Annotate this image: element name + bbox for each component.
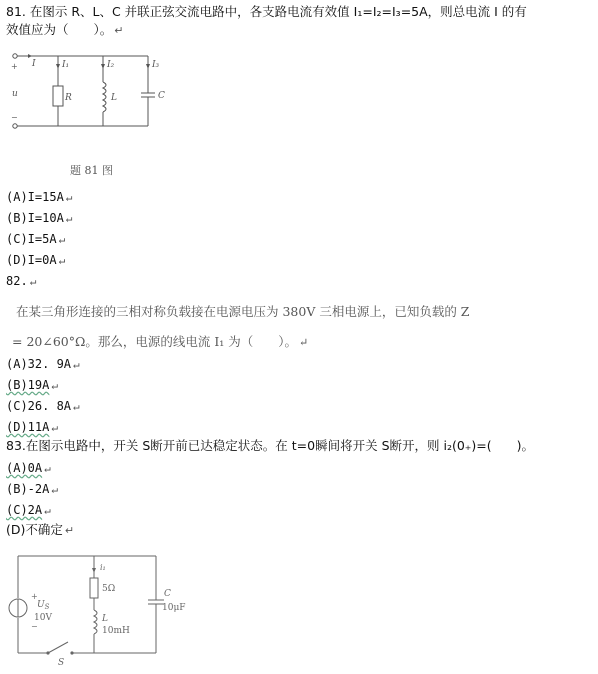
q83-c-value: 10μF — [162, 603, 186, 613]
q82-option-b[interactable]: (B)19A ↵ — [6, 378, 58, 392]
q82-question-line1: 在某三角形连接的三相对称负载接在电源电压为 380V 三相电源上，已知负载的 Z — [16, 304, 470, 319]
q81-figure-caption: 题 81 图 — [70, 164, 113, 177]
q81-line1: 81. 在图示 R、L、C 并联正弦交流电路中，各支路电流有效值 I₁=I₂=I₃=5A，则总电流 I 的有 — [6, 4, 527, 19]
q83-us-label: $U_S$ — [37, 600, 50, 611]
q81-c-label: C — [158, 91, 165, 101]
q81-i1-label: I₁ — [62, 60, 70, 70]
q82-option-a[interactable]: (A)32. 9A ↵ — [6, 357, 80, 371]
q81-l-label: L — [111, 93, 117, 103]
q83-r-label: 5Ω — [102, 584, 116, 594]
q82-option-c[interactable]: (C)26. 8A ↵ — [6, 399, 80, 413]
q83-circuit-diagram — [4, 548, 194, 670]
q81-line2: 效值应为（ ）。 ↵ — [6, 22, 124, 37]
q83-us-value: 10V — [34, 613, 52, 623]
q83-plus-label: + — [31, 592, 38, 601]
q81-total-current-label: I — [32, 59, 36, 69]
q81-minus-label: − — [11, 113, 18, 122]
q81-voltage-label: u — [12, 89, 18, 99]
q83-l-label: L — [102, 614, 108, 624]
q81-circuit-diagram — [8, 50, 188, 150]
q81-option-b[interactable]: (B)I=10A ↵ — [6, 211, 73, 225]
q81-option-d[interactable]: (D)I=0A ↵ — [6, 253, 66, 267]
q83-question: 83.在图示电路中，开关 S断开前已达稳定状态。在 t=0瞬间将开关 S断开，则 i₂(0₊)=( )。 — [6, 438, 534, 453]
q81-plus-label: + — [11, 62, 18, 71]
q83-i1-label: i₁ — [100, 563, 106, 572]
q81-i2-label: I₂ — [107, 60, 115, 70]
q82-question-line2: = 20∠60°Ω。那么，电源的线电流 I₁ 为（ ）。 ↵ — [12, 334, 309, 349]
q81-option-c[interactable]: (C)I=5A ↵ — [6, 232, 66, 246]
q83-option-a[interactable]: (A)0A ↵ — [6, 461, 51, 475]
q83-option-b[interactable]: (B)-2A ↵ — [6, 482, 58, 496]
q83-c-label: C — [164, 589, 171, 599]
q83-option-c[interactable]: (C)2A ↵ — [6, 503, 51, 517]
q82-number: 82. ↵ — [6, 274, 37, 288]
q81-r-label: R — [65, 93, 72, 103]
q83-l-value: 10mH — [102, 626, 130, 636]
q81-option-a[interactable]: (A)I=15A ↵ — [6, 190, 73, 204]
q83-switch-label: S — [58, 658, 65, 668]
q82-option-d[interactable]: (D)11A ↵ — [6, 420, 58, 434]
q83-minus-label: − — [31, 622, 38, 631]
q81-i3-label: I₃ — [152, 60, 160, 70]
q83-option-d[interactable]: (D)不确定 ↵ — [6, 522, 75, 537]
